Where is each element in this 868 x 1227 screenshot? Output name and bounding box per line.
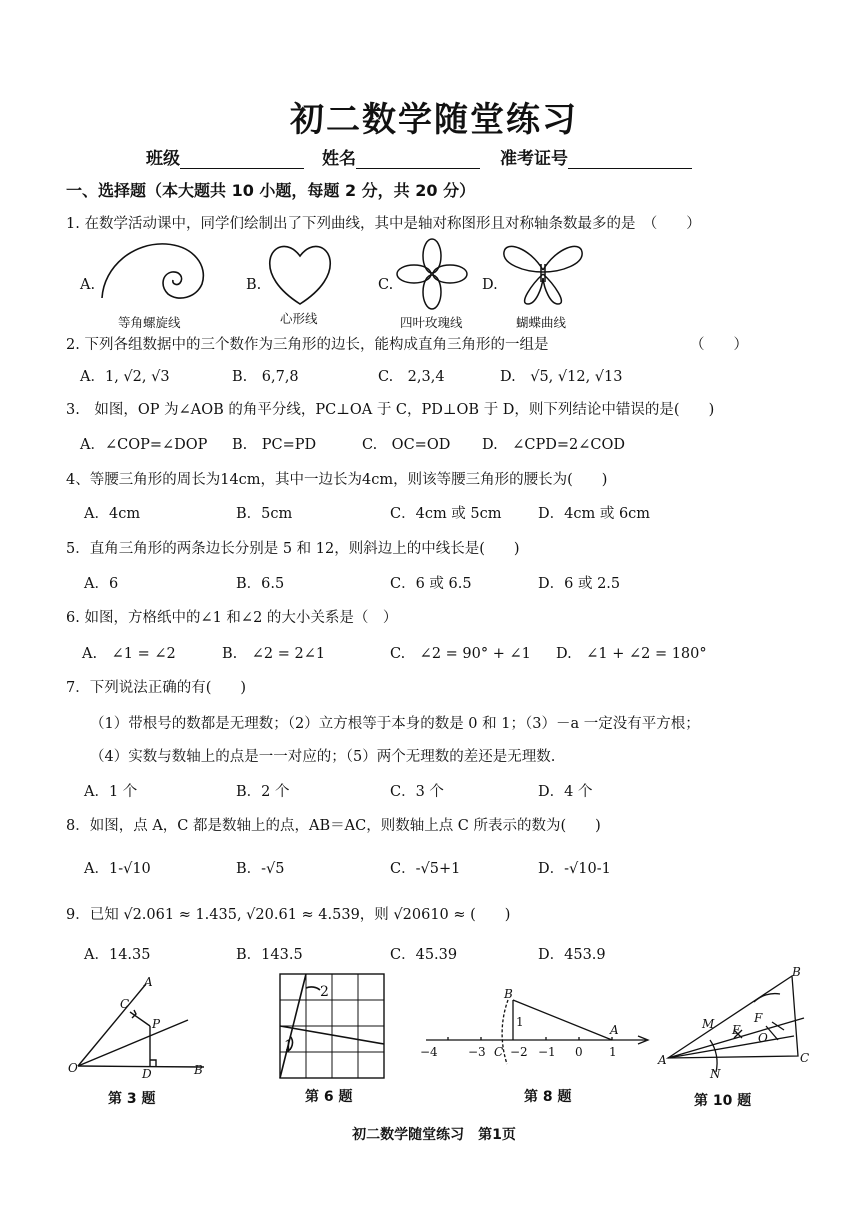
question-4-stem: 4、等腰三角形的周长为14cm，其中一边长为4cm，则该等腰三角形的腰长为( ) <box>66 472 608 488</box>
figure-8-number-line <box>420 982 660 1072</box>
q2-option-b: B. 6,7,8 <box>232 369 299 385</box>
question-2-paren: （ ） <box>690 337 748 353</box>
name-label: 姓名 <box>322 149 356 169</box>
q1-option-b: B. <box>246 277 262 293</box>
q7-statement-line-1: （1）带根号的数都是无理数；（2）立方根等于本身的数是 0 和 1；（3）－a 一定没有平方根； <box>90 716 700 732</box>
q9-option-b: B．143.5 <box>236 947 303 963</box>
fig8-tick-0: 0 <box>575 1045 583 1059</box>
q9-option-d: D．453.9 <box>538 947 606 963</box>
q4-option-c: C．4cm 或 5cm <box>390 506 502 522</box>
name-blank <box>356 150 480 169</box>
q5-option-c: C．6 或 6.5 <box>390 576 472 592</box>
q2-option-c: C. 2,3,4 <box>378 369 445 385</box>
fig8-point-b: B <box>504 987 513 1001</box>
q7-statement-line-2: （4）实数与数轴上的点是一一对应的；（5）两个无理数的差还是无理数. <box>90 749 556 765</box>
question-5-stem: 5．直角三角形的两条边长分别是 5 和 12，则斜边上的中线长是( ) <box>66 541 520 557</box>
id-blank <box>568 150 692 169</box>
id-label: 准考证号 <box>500 149 568 169</box>
fig8-tick-neg4: −4 <box>420 1045 438 1059</box>
q6-option-c: C. ∠2 = 90° + ∠1 <box>390 646 531 662</box>
fig3-point-d: D <box>142 1067 152 1081</box>
q1-option-d: D. <box>482 277 498 293</box>
figure-3-label: 第 3 题 <box>108 1091 156 1107</box>
q6-option-d: D. ∠1 + ∠2 = 180° <box>556 646 707 662</box>
q6-option-a: A. ∠1 = ∠2 <box>82 646 176 662</box>
page-footer: 初二数学随堂练习 第1页 <box>352 1127 516 1143</box>
q1-option-a: A. <box>80 277 96 293</box>
q5-option-d: D．6 或 2.5 <box>538 576 621 592</box>
question-8-stem: 8．如图，点 A，C 都是数轴上的点，AB＝AC，则数轴上点 C 所表示的数为( ) <box>66 818 601 834</box>
question-1-stem: 1. 在数学活动课中，同学们绘制出了下列曲线，其中是轴对称图形且对称轴条数最多的是 （ ） <box>66 216 701 232</box>
figure-10-triangle-construction <box>654 962 814 1082</box>
q6-option-b: B. ∠2 = 2∠1 <box>222 646 326 662</box>
class-field <box>146 144 304 169</box>
q5-option-a: A．6 <box>84 576 119 592</box>
q4-option-d: D．4cm 或 6cm <box>538 506 651 522</box>
q9-option-a: A．14.35 <box>84 947 151 963</box>
figure-3-angle-bisector <box>64 974 214 1084</box>
q8-option-a: A．1-√10 <box>84 861 151 877</box>
q1-caption-a: 等角螺旋线 <box>118 315 181 330</box>
question-7-stem: 7．下列说法正确的有( ) <box>66 680 247 696</box>
q5-option-b: B．6.5 <box>236 576 285 592</box>
fig10-point-f: F <box>754 1011 763 1025</box>
fig10-point-o: O <box>758 1031 768 1045</box>
fig6-angle-2: 2 <box>320 984 329 1000</box>
q7-option-b: B．2 个 <box>236 784 290 800</box>
name-field <box>322 144 480 169</box>
q4-option-b: B．5cm <box>236 506 293 522</box>
q3-option-a: A．∠COP=∠DOP <box>80 437 208 453</box>
fig10-point-c: C <box>800 1051 810 1065</box>
q7-option-d: D．4 个 <box>538 784 593 800</box>
four-leaf-rose-figure <box>396 238 468 310</box>
question-2-stem: 2. 下列各组数据中的三个数作为三角形的边长，能构成直角三角形的一组是 <box>66 337 549 353</box>
class-blank <box>180 150 304 169</box>
question-3-stem: 3. 如图，OP 为∠AOB 的角平分线，PC⊥OA 于 C，PD⊥OB 于 D，则下列结论中错误的是( ) <box>66 402 715 418</box>
q3-option-c: C. OC=OD <box>362 437 451 453</box>
fig10-point-m: M <box>702 1017 715 1031</box>
figure-6-grid <box>274 970 392 1082</box>
fig8-tick-1: 1 <box>609 1045 617 1059</box>
q1-caption-b: 心形线 <box>280 311 318 326</box>
cardioid-figure <box>264 238 336 308</box>
question-9-stem: 9．已知 √2.061 ≈ 1.435, √20.61 ≈ 4.539，则 √20610 ≈ ( ) <box>66 907 511 923</box>
question-6-stem: 6. 如图，方格纸中的∠1 和∠2 的大小关系是（ ） <box>66 610 398 626</box>
q9-option-c: C．45.39 <box>390 947 458 963</box>
q2-option-a: A．1, √2, √3 <box>80 369 170 385</box>
q8-option-c: C．-√5+1 <box>390 861 461 877</box>
fig6-angle-1: 1 <box>284 1038 293 1054</box>
class-label: 班级 <box>146 149 180 169</box>
fig10-point-n: N <box>710 1067 721 1081</box>
fig8-tick-neg2: −2 <box>510 1045 528 1059</box>
q4-option-a: A．4cm <box>84 506 141 522</box>
figure-6-label: 第 6 题 <box>305 1089 353 1105</box>
fig8-segment-label: 1 <box>516 1015 524 1029</box>
figure-8-label: 第 8 题 <box>524 1089 572 1105</box>
fig8-point-c: C <box>494 1045 504 1059</box>
fig3-point-b: B <box>194 1063 203 1077</box>
q8-option-b: B．-√5 <box>236 861 285 877</box>
q7-option-a: A．1 个 <box>84 784 138 800</box>
fig10-point-a: A <box>658 1053 667 1067</box>
q3-option-d: D. ∠CPD=2∠COD <box>482 437 625 453</box>
fig10-point-e: E <box>732 1023 741 1037</box>
fig3-point-c: C <box>120 997 130 1011</box>
fig3-point-a: A <box>144 975 153 989</box>
q8-option-d: D．-√10-1 <box>538 861 611 877</box>
fig8-tick-neg3: −3 <box>468 1045 486 1059</box>
section-title: 一、选择题（本大题共 10 小题，每题 2 分，共 20 分） <box>66 181 476 200</box>
fig8-tick-neg1: −1 <box>538 1045 556 1059</box>
id-field <box>500 144 692 169</box>
fig10-point-b: B <box>792 965 801 979</box>
fig3-point-o: O <box>68 1061 78 1075</box>
fig8-point-a: A <box>610 1023 619 1037</box>
page-title: 初二数学随堂练习 <box>290 100 578 140</box>
spiral-curve-figure <box>94 236 214 308</box>
q1-caption-d: 蝴蝶曲线 <box>516 315 567 330</box>
figure-10-label: 第 10 题 <box>694 1093 752 1109</box>
q1-option-c: C. <box>378 277 394 293</box>
butterfly-curve-figure <box>500 238 586 308</box>
q2-option-d: D. √5, √12, √13 <box>500 369 623 385</box>
q3-option-b: B. PC=PD <box>232 437 317 453</box>
q1-caption-c: 四叶玫瑰线 <box>400 315 463 330</box>
q7-option-c: C．3 个 <box>390 784 444 800</box>
fig3-point-p: P <box>152 1017 161 1031</box>
